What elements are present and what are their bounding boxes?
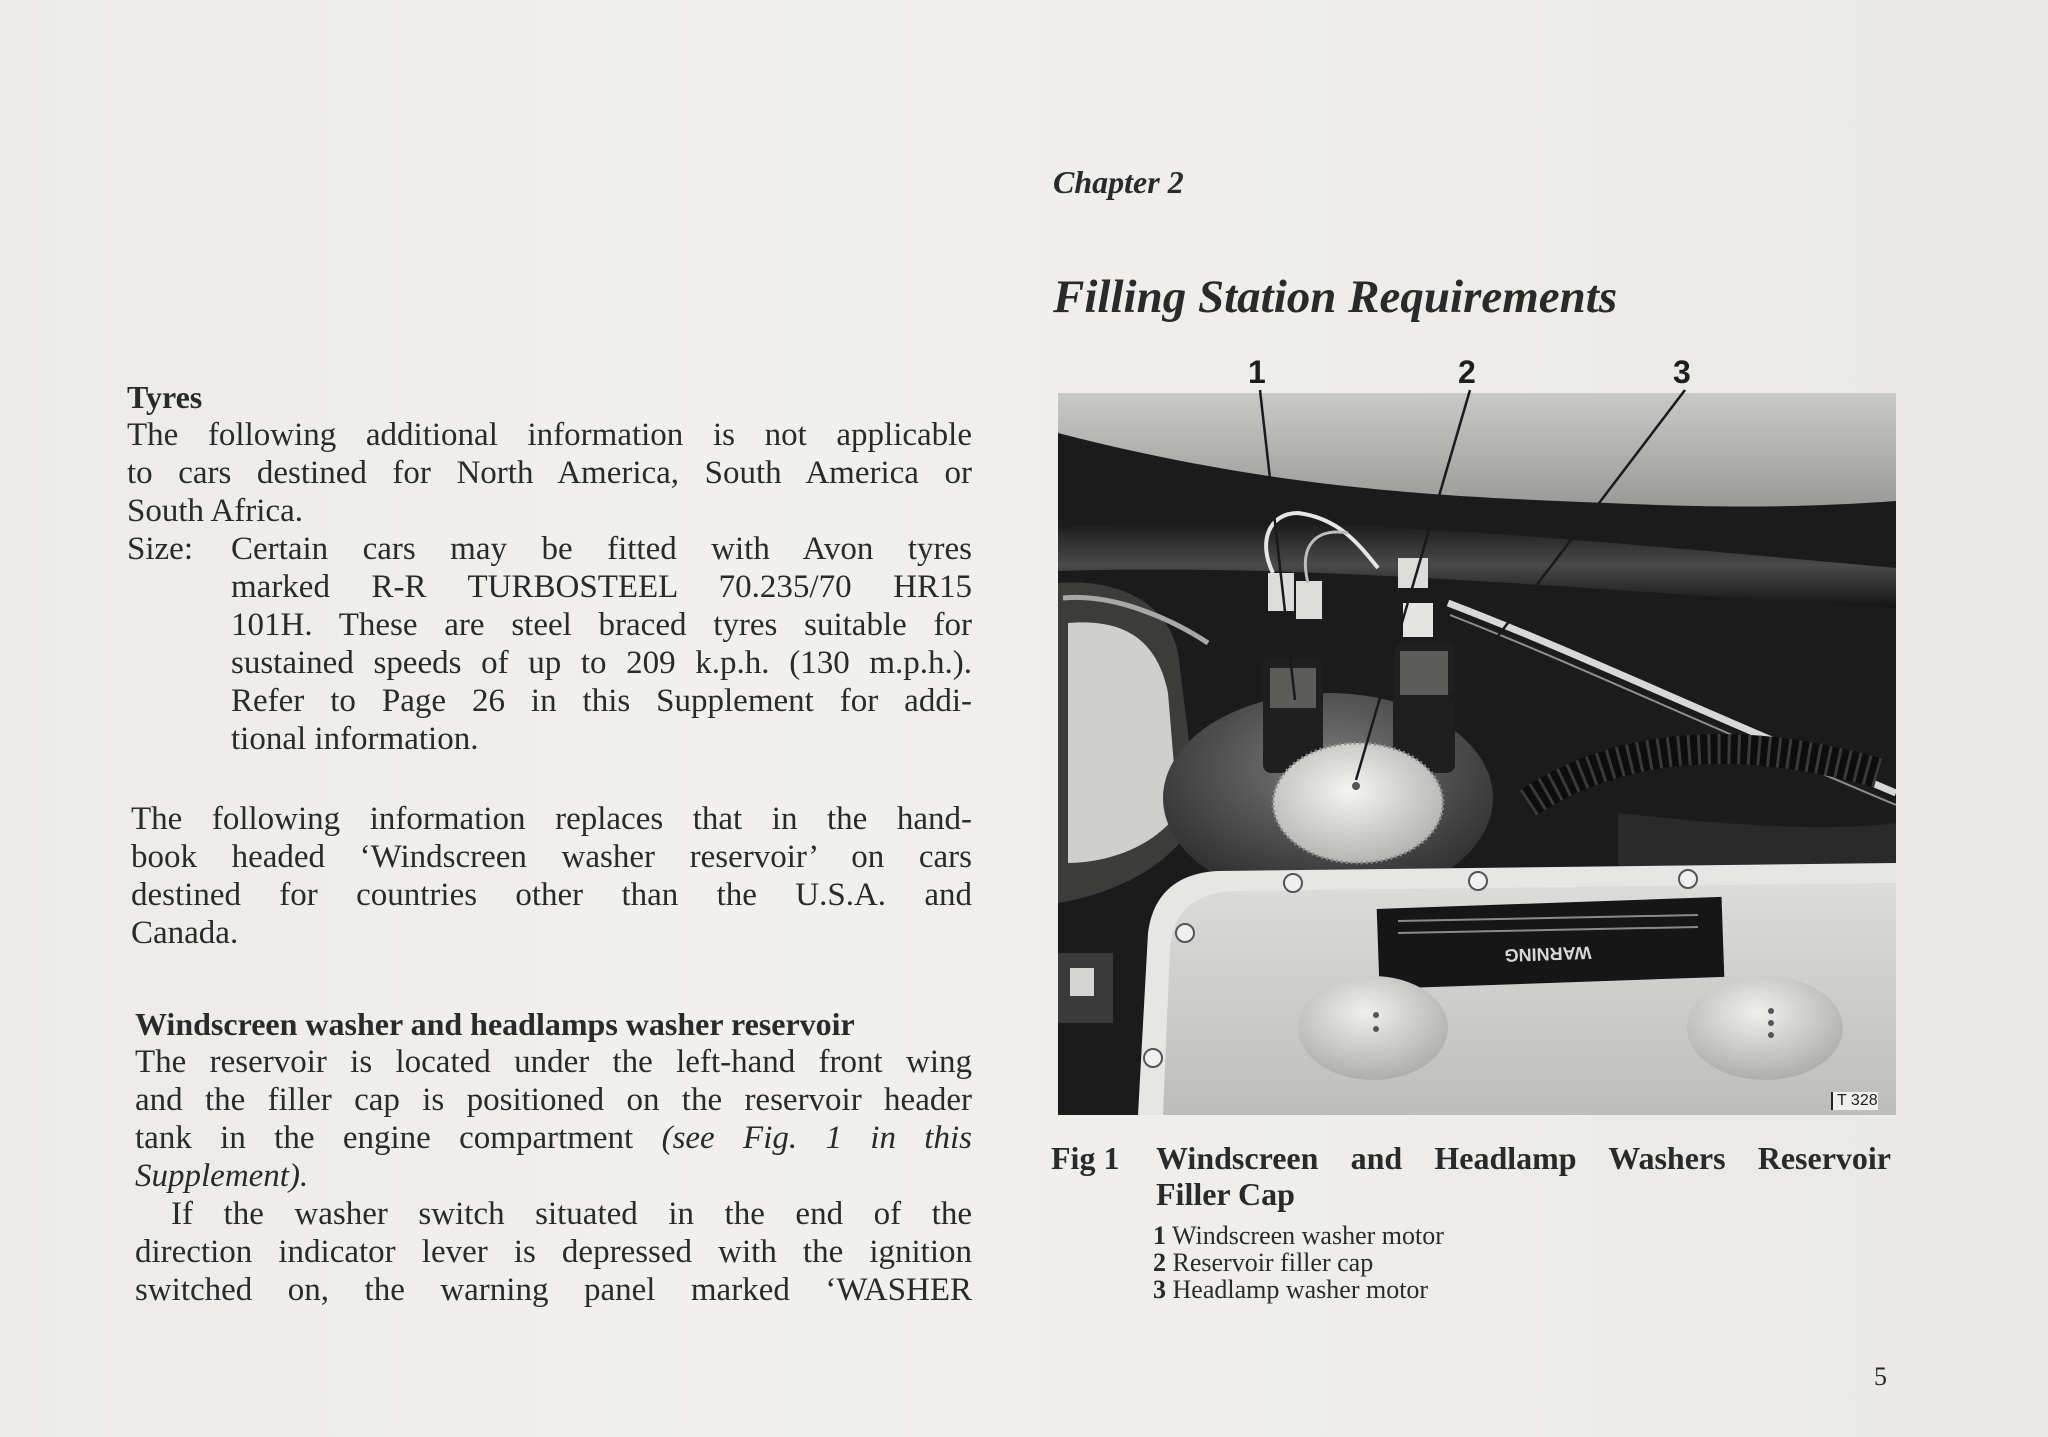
size-line: marked R-R TURBOSTEEL 70.235/70 HR15 [231,569,972,605]
plate-warning-text: WARNING [1504,942,1592,966]
replaces-line: destined for countries other than the U.S.A. and [131,877,972,913]
legend-number: 2 [1153,1248,1166,1277]
replaces-line: The following information replaces that in the hand- [131,801,972,837]
tyres-intro-line: to cars destined for North America, South America or [127,455,972,491]
size-line: sustained speeds of up to 209 k.p.h. (130 m.p.h.). [231,645,972,681]
tyres-intro-line: South Africa. [127,493,303,529]
size-label: Size: [127,531,193,567]
washer-line [135,1119,972,1157]
callout-1: 1 [1248,354,1266,390]
fig-reference: (see Fig. 1 in this [661,1120,972,1156]
legend-item [1153,1222,1444,1249]
washer-para2-line: If the washer switch situated in the end of the [171,1196,972,1232]
legend-item [1153,1276,1444,1303]
tyre-size-entry [127,530,972,758]
size-line: tional information. [231,721,479,757]
washer-line: The reservoir is located under the left-hand front wing [135,1044,972,1080]
replaces-line: Canada. [131,915,239,951]
replaces-line: book headed ‘Windscreen washer reservoir’ on cars [131,839,972,875]
caption-line: Windscreen and Headlamp Washers Reservoir [1156,1140,1891,1176]
washer-line: and the filler cap is positioned on the reservoir header [135,1082,972,1118]
size-line: 101H. These are steel braced tyres suitable for [231,607,972,643]
legend-text: Headlamp washer motor [1172,1275,1429,1304]
tyres-heading: Tyres [127,379,203,415]
washer-section [135,1005,972,1309]
replaces-paragraph [131,800,972,952]
chapter-label: Chapter 2 [1053,164,1184,200]
size-line: Certain cars may be fitted with Avon tyres [231,531,972,567]
page-number: 5 [1874,1362,1887,1391]
size-line: Refer to Page 26 in this Supplement for addi- [231,683,972,719]
caption-line: Filler Cap [1156,1176,1295,1212]
legend-text: Windscreen washer motor [1172,1221,1444,1250]
figure-legend [1153,1222,1444,1303]
washer-para2-line: direction indicator lever is depressed with the ignition [135,1234,972,1270]
figure-label: Fig 1 [1051,1140,1120,1176]
tyres-section [127,378,972,758]
legend-number: 3 [1153,1275,1166,1304]
photo-reference: T 328 [1831,1092,1878,1110]
tyres-intro-line: The following additional information is not applicable [127,417,972,453]
washer-heading: Windscreen washer and headlamps washer reservoir [135,1006,855,1042]
page-title: Filling Station Requirements [1053,271,1618,323]
size-text [231,530,972,758]
engine-bay-photo [1058,393,1896,1115]
legend-number: 1 [1153,1221,1166,1250]
figure-caption [1156,1140,1891,1212]
callout-3: 3 [1673,354,1691,390]
legend-text: Reservoir filler cap [1172,1248,1374,1277]
fig-reference-end: Supplement). [135,1158,309,1194]
callout-2: 2 [1458,354,1476,390]
washer-line-text: tank in the engine compartment [135,1120,662,1156]
washer-para2-line: switched on, the warning panel marked ‘WASHER [135,1272,972,1308]
legend-item [1153,1249,1444,1276]
washer-line [135,1157,972,1195]
